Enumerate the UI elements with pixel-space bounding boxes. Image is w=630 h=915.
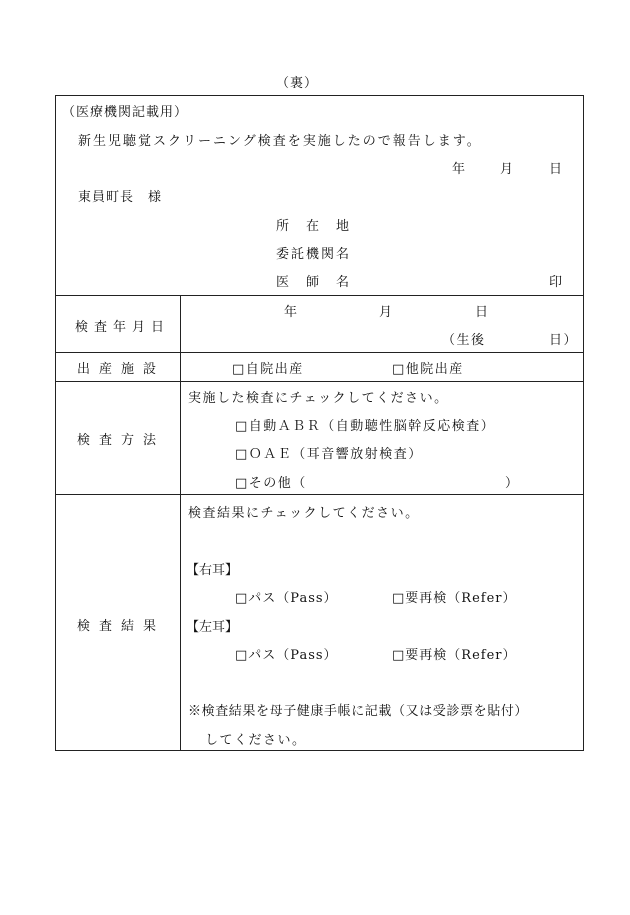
recipient: 東員町長 様 <box>78 190 163 205</box>
report-statement: 新生児聴覚スクリーニング検査を実施したので報告します。 <box>78 134 482 149</box>
method-oae-checkbox[interactable]: □ＯＡＥ（耳音響放射検査） <box>235 447 423 462</box>
report-date-month: 月 <box>500 162 515 177</box>
exam-date-year: 年 <box>284 305 299 320</box>
right-pass-checkbox[interactable]: □パス（Pass） <box>235 591 338 606</box>
right-refer-checkbox[interactable]: □要再検（Refer） <box>392 591 517 606</box>
method-label: 検査方法 <box>77 433 166 448</box>
left-refer-checkbox[interactable]: □要再検（Refer） <box>392 648 517 663</box>
method-other-close: ） <box>505 476 520 491</box>
age-suffix: 日） <box>549 333 579 348</box>
address-label: 所 在 地 <box>276 219 352 234</box>
age-prefix: （生後 <box>442 333 486 348</box>
exam-date-month: 月 <box>379 305 394 320</box>
result-note-line1: ※検査結果を母子健康手帳に記載（又は受診票を貼付） <box>188 704 529 719</box>
exam-date-label: 検査年月日 <box>75 320 171 335</box>
report-date-year: 年 <box>452 162 467 177</box>
left-pass-checkbox[interactable]: □パス（Pass） <box>235 648 338 663</box>
result-instruction: 検査結果にチェックしてください。 <box>188 506 420 521</box>
divider-header <box>55 295 584 296</box>
birth-other-checkbox[interactable]: □他院出産 <box>392 362 464 377</box>
divider-exam-date <box>55 352 584 353</box>
right-ear-heading: 【右耳】 <box>186 563 239 578</box>
birth-own-checkbox[interactable]: □自院出産 <box>232 362 304 377</box>
exam-date-day: 日 <box>475 305 490 320</box>
divider-birth-facility <box>55 381 584 382</box>
birth-facility-label: 出産施設 <box>77 362 166 377</box>
page-label: （裏） <box>276 76 319 91</box>
result-label: 検査結果 <box>77 619 166 634</box>
section-label: （医療機関記載用） <box>62 105 189 120</box>
left-ear-heading: 【左耳】 <box>186 620 239 635</box>
doctor-label: 医 師 名 <box>276 275 352 290</box>
institution-label: 委託機関名 <box>276 247 352 262</box>
divider-method <box>55 494 584 495</box>
label-column-divider <box>180 295 181 751</box>
seal-label: 印 <box>549 275 564 290</box>
result-note-line2: してください。 <box>205 733 307 748</box>
report-date-day: 日 <box>549 162 564 177</box>
method-other-checkbox[interactable]: □その他（ <box>235 476 307 491</box>
method-abr-checkbox[interactable]: □自動ＡＢＲ（自動聴性脳幹反応検査） <box>235 419 496 434</box>
method-instruction: 実施した検査にチェックしてください。 <box>188 391 449 406</box>
